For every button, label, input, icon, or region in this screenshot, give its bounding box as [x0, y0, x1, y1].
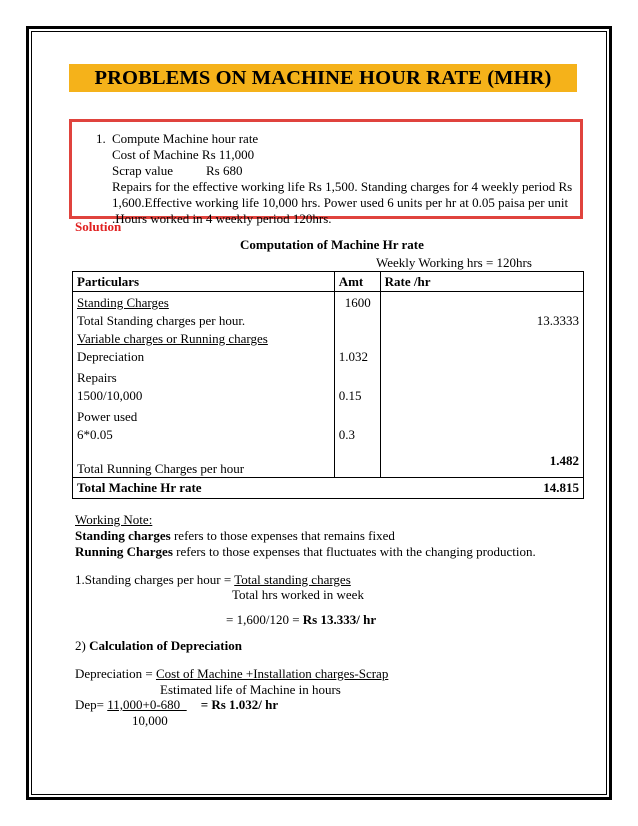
total-mhr-rate: 14.815	[380, 478, 583, 499]
dep2-result: = Rs 1.032/ hr	[200, 697, 279, 712]
total-running-label: Total Running Charges per hour	[77, 461, 245, 476]
total-running-rate: 1.482	[549, 453, 579, 468]
dep2-denominator: 10,000	[132, 713, 168, 728]
question-line: 1,600.Effective working life 10,000 hrs. Power used 6 units per hr at 0.05 paisa per unit	[112, 195, 569, 210]
question-line: Compute Machine hour rate	[112, 131, 259, 146]
formula1-denominator: Total hrs worked in week	[232, 587, 364, 602]
standing-amt: 1600	[344, 295, 371, 310]
variable-charges-label: Variable charges or Running charges	[77, 331, 268, 346]
total-mhr-label: Total Machine Hr rate	[73, 478, 335, 499]
header-rate: Rate /hr	[380, 272, 583, 292]
question-line: Cost of Machine Rs 11,000	[112, 147, 255, 162]
formula1-result: Rs 13.333/ hr	[302, 612, 377, 627]
running-text: refers to those expenses that fluctuates with the changing production.	[172, 544, 536, 559]
formula1-numerator: Total standing charges	[234, 572, 351, 587]
running-bold: Running Charges	[75, 544, 173, 559]
repairs-calc: 1500/10,000	[77, 388, 143, 403]
question-line: Repairs for the effective working life Rs 1,500. Standing charges for 4 weekly period Rs	[112, 179, 573, 194]
total-mhr-spacer	[334, 478, 380, 499]
solution-label: Solution	[75, 219, 122, 234]
dep-denominator: Estimated life of Machine in hours	[160, 682, 341, 697]
rate-cell	[380, 292, 583, 478]
formula1	[75, 572, 351, 588]
repairs-amt: 0.15	[338, 388, 362, 403]
standing-definition	[75, 528, 395, 544]
standing-text: refers to those expenses that remains fixed	[170, 528, 395, 543]
weekly-note: Weekly Working hrs = 120hrs	[376, 255, 532, 270]
amt-cell	[334, 292, 380, 478]
dep2-formula	[75, 697, 278, 713]
mhr-table	[72, 271, 584, 499]
formula1-result-line	[226, 612, 376, 628]
repairs-label: Repairs	[77, 370, 117, 385]
dep-prefix: Depreciation =	[75, 666, 156, 681]
formula1-prefix: 1.Standing charges per hour =	[75, 572, 235, 587]
total-standing-rate: 13.3333	[536, 313, 579, 328]
table-header-row	[73, 272, 584, 292]
header-amt: Amt	[334, 272, 380, 292]
running-definition	[75, 544, 536, 560]
standing-charges-label: Standing Charges	[77, 295, 169, 310]
dep2-prefix: Dep=	[75, 697, 108, 712]
standing-bold: Standing charges	[75, 528, 171, 543]
question-line: .Hours worked in 4 weekly period 120hrs.	[112, 211, 332, 226]
total-standing-label: Total Standing charges per hour.	[77, 313, 246, 328]
dep-numerator: Cost of Machine +Installation charges-Scrap	[155, 666, 389, 681]
calc2-heading-line	[75, 638, 242, 654]
table-total-row	[73, 478, 584, 499]
power-calc: 6*0.05	[77, 427, 113, 442]
calc2-heading: Calculation of Depreciation	[89, 638, 242, 653]
particulars-cell	[73, 292, 335, 478]
power-amt: 0.3	[338, 427, 355, 442]
power-label: Power used	[77, 409, 138, 424]
dep2-numerator: 11,000+0-680	[107, 697, 187, 712]
question-line: Scrap value	[112, 163, 174, 178]
question-number: 1.	[96, 131, 106, 146]
working-note-heading: Working Note:	[75, 512, 153, 527]
question-line: Rs 680	[206, 163, 243, 178]
table-body-row	[73, 292, 584, 478]
depreciation-label: Depreciation	[77, 349, 145, 364]
table-title: Computation of Machine Hr rate	[240, 237, 424, 252]
header-particulars: Particulars	[73, 272, 335, 292]
depreciation-amt: 1.032	[338, 349, 368, 364]
page-title: PROBLEMS ON MACHINE HOUR RATE (MHR)	[69, 64, 577, 92]
formula1-result-prefix: = 1,600/120 =	[226, 612, 303, 627]
dep-formula	[75, 666, 388, 682]
calc2-prefix: 2)	[75, 638, 90, 653]
